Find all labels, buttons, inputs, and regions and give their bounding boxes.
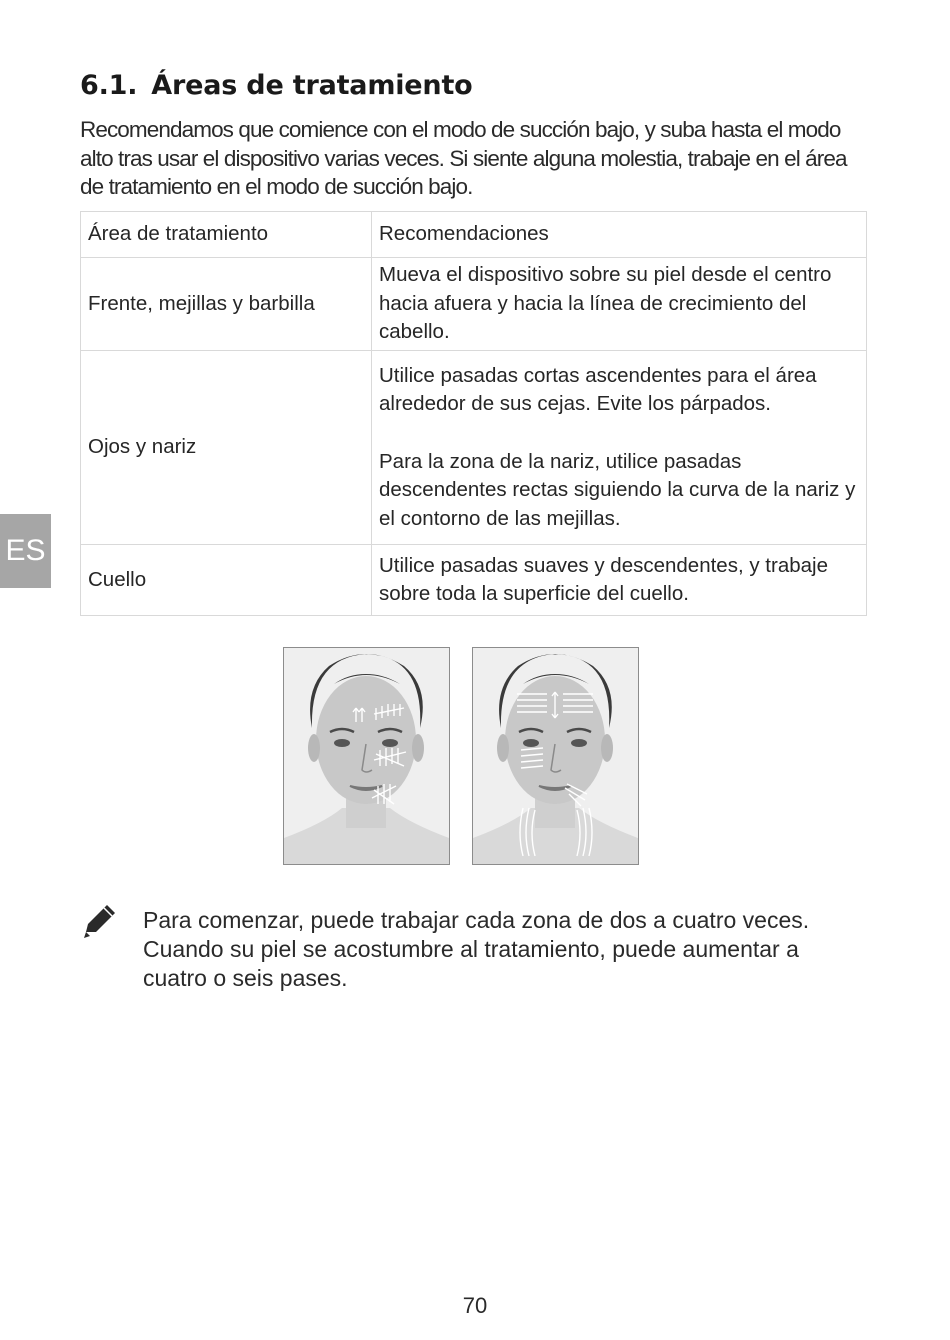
table-cell-area: Ojos y nariz [81,351,372,545]
language-tab: ES [0,514,51,588]
treatment-table [80,211,867,616]
section-heading [80,70,473,101]
table-row [81,258,867,351]
table-cell-area: Cuello [81,545,372,616]
face-diagram-forehead-cheeks-chin [283,647,450,865]
table-header-area: Área de tratamiento [81,212,372,258]
table-row [81,545,867,616]
face-diagram-eyes-nose-neck [472,647,639,865]
table-cell-area: Frente, mejillas y barbilla [81,258,372,351]
table-header-recommendations: Recomendaciones [372,212,867,258]
recommendation-text: Mueva el dispositivo sobre su piel desde el centro hacia afuera y hacia la línea de crecimiento del cabello. [379,263,832,344]
recommendation-text: Para la zona de la nariz, utilice pasadas descendentes rectas siguiendo la curva de la nariz y el contorno de las mejillas. [379,449,856,530]
table-cell-recommendations [372,545,867,616]
table-cell-recommendations [372,351,867,545]
section-number: 6.1. [80,70,138,101]
recommendation-text: Utilice pasadas suaves y descendentes, y trabaje sobre toda la superficie del cuello. [379,553,828,605]
table-cell-recommendations [372,258,867,351]
table-row [81,351,867,545]
page-number: 70 [462,1293,488,1318]
note-text: Para comenzar, puede trabajar cada zona de dos a cuatro veces. Cuando su piel se acostumbre al tratamiento, puede aumentar a cuatro o seis pases. [143,907,810,991]
section-title: Áreas de tratamiento [151,70,473,101]
table-header-row [81,212,867,258]
pencil-icon [80,902,118,940]
intro-paragraph: Recomendamos que comience con el modo de succión bajo, y suba hasta el modo alto tras usar el dispositivo varias veces. Si siente alguna molestia, trabaje en el área de tratamiento en el modo de succión bajo. [80,117,847,199]
recommendation-text: Utilice pasadas cortas ascendentes para el área alrededor de sus cejas. Evite los párpados. [379,363,817,416]
